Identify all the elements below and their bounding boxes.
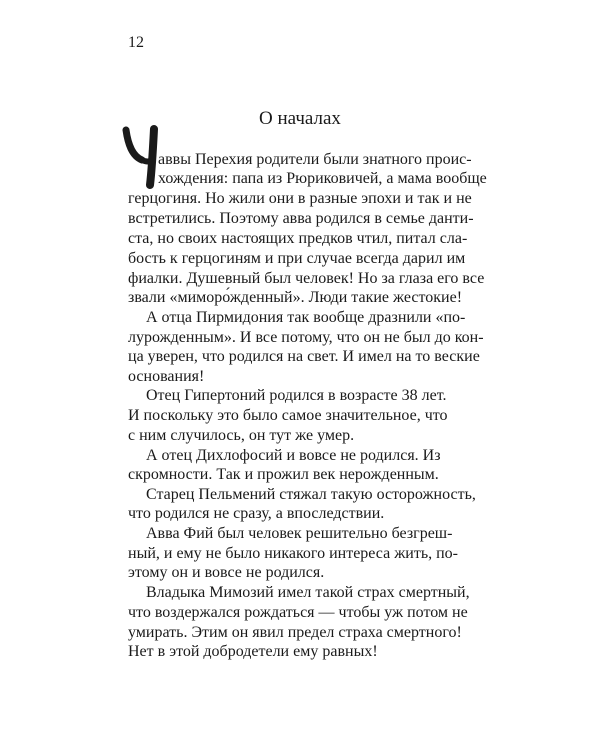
text-line: И поскольку это было самое значительное, что [128,407,448,424]
text-line: ца уверен, что родился на свет. И имел на то веские [128,348,480,365]
text-line: Владыка Мимозий имел такой страх смертный, [146,584,470,601]
text-line: А отца Пирмидония так вообще дразнили «по- [146,309,466,326]
text-line: скромности. Так и прожил век нерожденным. [128,466,439,483]
text-line: бость к герцогиням и при случае всегда дарил им [128,250,466,267]
page-number: 12 [128,34,144,51]
text-line: хождения: папа из Рюриковичей, а мама вообще [158,170,487,187]
text-line: Старец Пельмений стяжал такую осторожность, [146,486,476,503]
text-line: А отец Дихлофосий и вовсе не родился. Из [146,447,441,464]
text-line: лурожденным». И все потому, что он не был до кон- [128,329,484,346]
text-line: звали «миморо́жденный». Люди такие жестокие! [128,289,463,306]
text-line: аввы Перехия родители были знатного проис- [158,151,472,168]
text-line: с ним случилось, он тут же умер. [128,427,355,444]
text-line: Отец Гипертоний родился в возрасте 38 лет. [146,387,447,404]
text-line: основания! [128,368,205,385]
text-line: что родился не сразу, а впоследствии. [128,505,385,522]
chapter-title: О началах [259,108,341,129]
text-line: Авва Фий был человек решительно безгреш- [146,525,453,542]
text-line: встретились. Поэтому авва родился в семье данти- [128,210,474,227]
drop-cap-letter [120,124,160,190]
text-line: ный, и ему не было никакого интереса жить, по- [128,545,458,562]
text-line: герцогиня. Но жили они в разные эпохи и так и не [128,190,472,207]
text-line: Нет в этой добродетели ему равных! [128,643,378,660]
text-line: этому он и вовсе не родился. [128,564,325,581]
text-line: фиалки. Душевный был человек! Но за глаза его все [128,270,485,287]
text-line: что воздержался рождаться — чтобы уж потом не [128,604,468,621]
text-line: ста, но своих настоящих предков чтил, питал сла- [128,230,468,247]
text-line: умирать. Этим он явил предел страха смертного! [128,624,462,641]
